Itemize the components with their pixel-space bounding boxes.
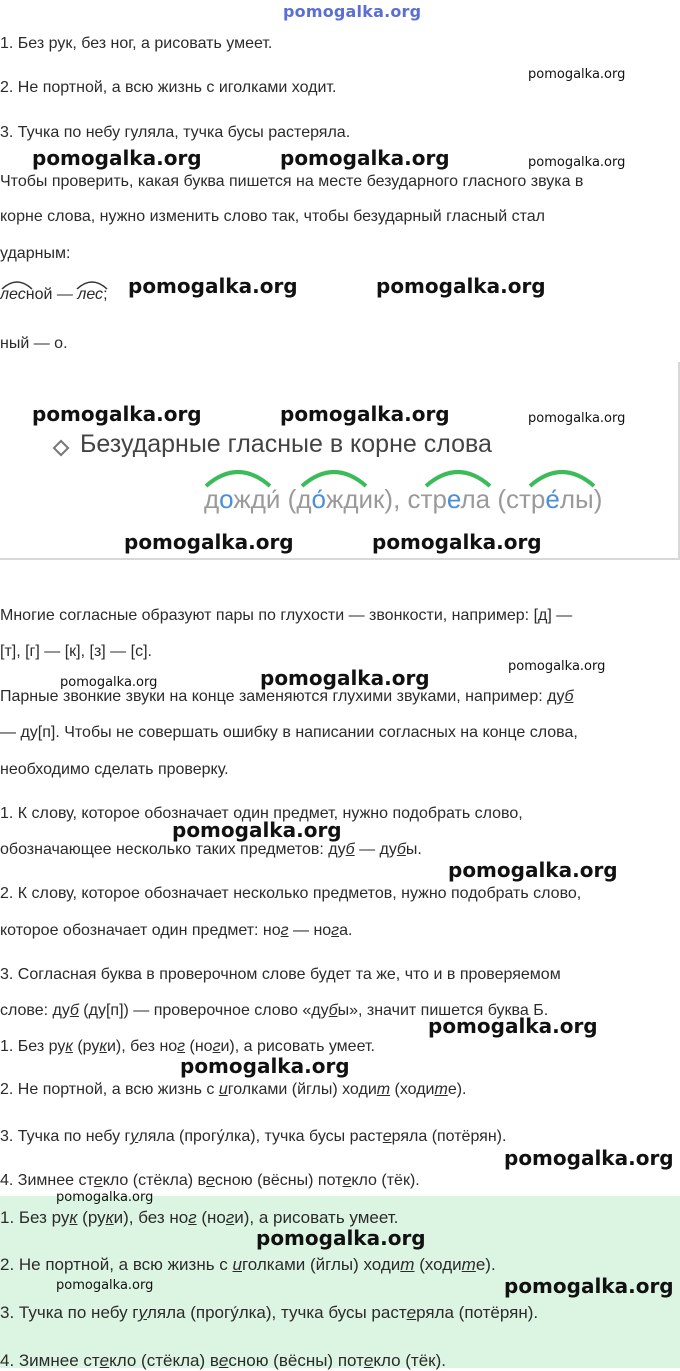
watermark: pomogalka.org bbox=[508, 659, 606, 674]
rule2-p1b: [т], [г] — [к], [з] — [с]. bbox=[0, 643, 152, 660]
watermark: pomogalka.org bbox=[56, 1190, 154, 1205]
watermark: pomogalka.org bbox=[372, 530, 542, 554]
example-root-2: лес bbox=[77, 286, 104, 303]
watermark: pomogalka.org bbox=[256, 1226, 426, 1250]
rule2-p2b: — ду[п]. Чтобы не совершать ошибку в написании согласных на конце слова, bbox=[0, 724, 578, 741]
root-arc-icon bbox=[0, 278, 34, 290]
rule1-line5: ный — о. bbox=[0, 335, 68, 352]
watermark: pomogalka.org bbox=[128, 274, 298, 298]
answer-hl-3: 3. Тучка по небу гуляла (прогу́лка), тучка бусы растеряла (потёрян). bbox=[0, 1303, 539, 1322]
watermark: pomogalka.org bbox=[260, 666, 430, 690]
rule2-s1a: 1. К слову, которое обозначает один предмет, нужно подобрать слово, bbox=[0, 805, 523, 822]
riddle-1: 1. Без рук, без ног, а рисовать умеет. bbox=[0, 35, 273, 52]
rule1-example bbox=[0, 286, 108, 304]
answer-2: 2. Не портной, а всю жизнь с иголками (йглы) ходит (ходите). bbox=[0, 1081, 467, 1098]
watermark-top: pomogalka.org bbox=[283, 2, 422, 21]
watermark: pomogalka.org bbox=[60, 675, 158, 690]
rule1-line2: корне слова, нужно изменить слово так, чтобы безударный гласный стал bbox=[0, 208, 545, 225]
watermark: pomogalka.org bbox=[172, 818, 342, 842]
example-root-1: лес bbox=[0, 286, 26, 303]
rule1-line3: ударным: bbox=[0, 245, 71, 262]
watermark: pomogalka.org bbox=[32, 402, 202, 426]
watermark: pomogalka.org bbox=[504, 1274, 674, 1298]
watermark: pomogalka.org bbox=[280, 146, 450, 170]
rule1-line1: Чтобы проверить, какая буква пишется на месте безударного гласного звука в bbox=[0, 173, 584, 190]
rule2-s2a: 2. К слову, которое обозначает несколько предметов, нужно подобрать слово, bbox=[0, 885, 582, 902]
watermark: pomogalka.org bbox=[32, 146, 202, 170]
rule2-s2b: которое обозначает один предмет: ног — нога. bbox=[0, 922, 353, 939]
watermark: pomogalka.org bbox=[528, 155, 626, 170]
watermark: pomogalka.org bbox=[280, 402, 450, 426]
riddle-3: 3. Тучка по небу гуляла, тучка бусы растеряла. bbox=[0, 124, 351, 141]
watermark: pomogalka.org bbox=[180, 1054, 350, 1078]
watermark: pomogalka.org bbox=[528, 67, 626, 82]
watermark: pomogalka.org bbox=[124, 530, 294, 554]
rule2-s3b: слове: дуб (ду[п]) — проверочное слово «дубы», значит пишется буква Б. bbox=[0, 1002, 549, 1019]
answer-hl-2: 2. Не портной, а всю жизнь с иголками (йглы) ходит (ходите). bbox=[0, 1255, 496, 1274]
rule2-s1b: обозначающее несколько таких предметов: дуб — дубы. bbox=[0, 841, 422, 858]
rule2-s3a: 3. Согласная буква в проверочном слове будет та же, что и в проверяемом bbox=[0, 966, 561, 983]
root-arc-icon-2 bbox=[75, 278, 109, 290]
answer-4: 4. Зимнее стекло (стёкла) весною (вёсны) потекло (тёк). bbox=[0, 1172, 420, 1189]
illustration-examples: дожди́ (до́ждик), стрела (стре́лы) bbox=[204, 484, 603, 514]
answer-hl-4: 4. Зимнее стекло (стёкла) весною (вёсны) потекло (тёк). bbox=[0, 1351, 446, 1370]
answer-3: 3. Тучка по небу гуляла (прогу́лка), тучка бусы растеряла (потёрян). bbox=[0, 1128, 507, 1145]
rule2-p2a: Парные звонкие звуки на конце заменяются глухими звуками, например: дуб bbox=[0, 688, 574, 705]
answer-1: 1. Без рук (руки), без ног (ноги), а рисовать умеет. bbox=[0, 1038, 375, 1055]
answer-hl-1: 1. Без рук (руки), без ног (ноги), а рисовать умеет. bbox=[0, 1208, 399, 1227]
illustration-frame bbox=[0, 362, 680, 560]
watermark: pomogalka.org bbox=[376, 274, 546, 298]
example-tail-2: ; bbox=[103, 286, 108, 303]
example-tail-1: ной — bbox=[25, 286, 78, 303]
illustration-title: Безударные гласные в корне слова bbox=[80, 430, 492, 458]
watermark: pomogalka.org bbox=[448, 858, 618, 882]
watermark: pomogalka.org bbox=[528, 411, 626, 426]
watermark: pomogalka.org bbox=[428, 1014, 598, 1038]
rule2-p1a: Многие согласные образуют пары по глухости — звонкости, например: [д] — bbox=[0, 607, 573, 624]
watermark: pomogalka.org bbox=[56, 1278, 154, 1293]
watermark: pomogalka.org bbox=[504, 1146, 674, 1170]
riddle-2: 2. Не портной, а всю жизнь с иголками ходит. bbox=[0, 79, 337, 96]
rule2-p2c: необходимо сделать проверку. bbox=[0, 761, 229, 778]
